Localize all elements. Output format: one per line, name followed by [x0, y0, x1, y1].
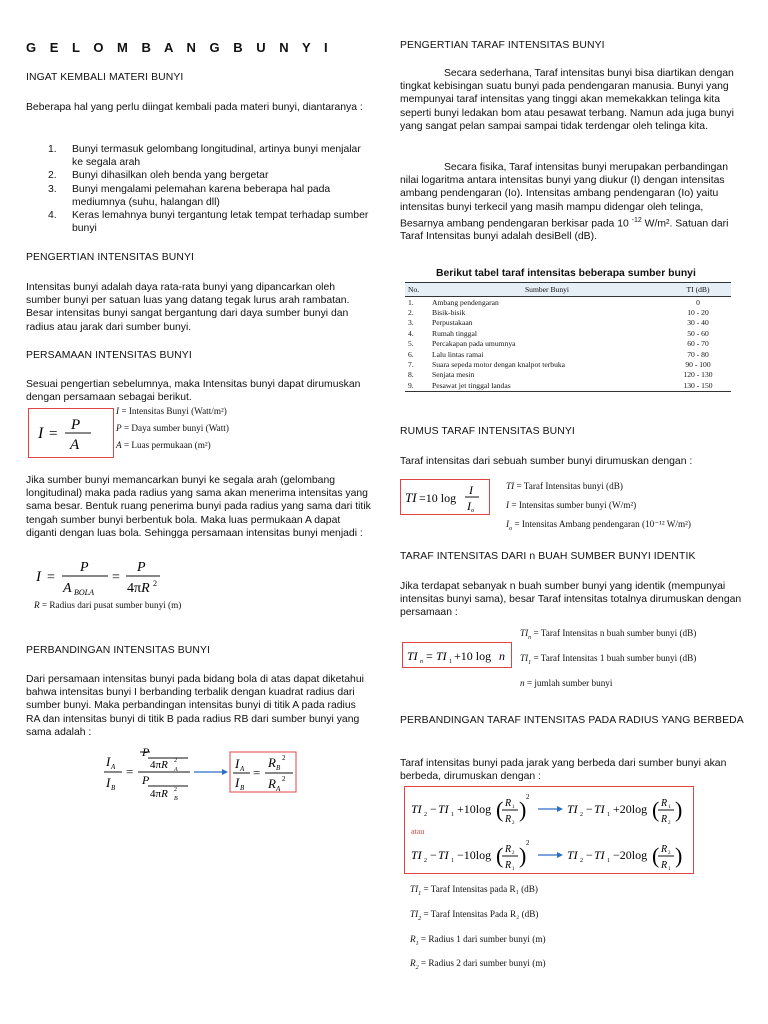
svg-text:1: 1 [668, 805, 671, 810]
table-cell: 0 [696, 297, 700, 307]
table-cell: 130 - 150 [665, 380, 731, 391]
heading-ingat-kembali: INGAT KEMBALI MATERI BUNYI [26, 72, 184, 83]
heading-pengertian-taraf: PENGERTIAN TARAF INTENSITAS BUNYI [400, 40, 605, 51]
svg-text:2: 2 [668, 851, 671, 856]
table-cell: 60 - 70 [687, 339, 709, 349]
heading-persamaan-intensitas: PERSAMAAN INTENSITAS BUNYI [26, 350, 192, 361]
svg-text:(: ( [496, 797, 504, 822]
svg-text:R: R [268, 755, 276, 770]
svg-text:TI: TI [411, 848, 422, 862]
pengertian-taraf-p2: Secara fisika, Taraf intensitas bunyi merupakan perbandingan nilai logaritma antara intensitas bunyi yang diukur (I) dengan intensitas ambang pendengaran (Io). Intensitas ambang pendengaran (Io) yaitu intensitas bunyi terkecil yang masih mampu didengar oleh telinga, Besarnya ambang pendengaran berkisar pada 10 $^{-12}$ W/m². Satuan dari Taraf Intensitas bunyi adalah desiBell (dB). [400, 162, 729, 243]
table-cell: 30 - 40 [687, 318, 709, 328]
heading-pengertian-intensitas: PENGERTIAN INTENSITAS BUNYI [26, 252, 195, 263]
svg-text:=: = [426, 649, 433, 663]
svg-text:R: R [505, 814, 512, 825]
list-item: 1. Bunyi termasuk gelombang longitudinal, artinya bunyi menjalar ke segala arah [48, 144, 361, 169]
svg-text:R: R [505, 844, 512, 855]
svg-text:R: R [661, 844, 668, 855]
svg-text:2: 2 [580, 858, 583, 864]
svg-text:1: 1 [512, 805, 515, 810]
svg-text:R: R [661, 814, 668, 825]
table-cell: 1. [408, 297, 414, 307]
formula-tin-box [402, 642, 512, 668]
table-caption: Berikut tabel taraf intensitas beberapa sumber bunyi [436, 268, 696, 279]
heading-rumus-taraf: RUMUS TARAF INTENSITAS BUNYI [400, 426, 575, 437]
table-cell: 120 - 130 [683, 370, 713, 380]
svg-text:2: 2 [174, 758, 177, 764]
list-item: 3. Bunyi mengalami pelemahan karena beberapa hal pada mediumnya (suhu, halangan dll) [48, 183, 331, 208]
list-item: 2. Bunyi dihasilkan oleh benda yang bergetar [48, 170, 269, 182]
svg-text:1: 1 [607, 812, 610, 818]
svg-text:(: ( [496, 843, 504, 868]
svg-text:P: P [137, 560, 146, 575]
svg-text:2: 2 [282, 754, 286, 762]
table-cell: Lalu lintas ramai [432, 349, 484, 359]
table-cell: 90 - 100 [685, 359, 711, 369]
svg-text:1: 1 [668, 867, 671, 872]
svg-text:4πR: 4πR [150, 759, 168, 771]
svg-text:2: 2 [424, 812, 427, 818]
table-row [405, 307, 731, 317]
table-row [405, 370, 731, 380]
bola-explanation-text: Jika sumber bunyi memancarkan bunyi ke segala arah (gelombang longitudinal) maka pada radius yang sama akan menerima intensitas yang sama besar. Bentuk ruang penerima bunyi pada radius yang sama dari titik tengah sumber bunyi berbentuk bola. Maka luas permukaan A dapat diganti dengan luas bola. Sehingga persamaan intensitas bunyi menjadi : [26, 475, 371, 539]
svg-text:R: R [661, 798, 668, 809]
table-cell: 4. [408, 328, 414, 338]
svg-text:+20log: +20log [613, 802, 648, 816]
formula-i-equals-p-over-a [29, 409, 113, 457]
svg-text:R: R [661, 860, 668, 871]
formula-ti-box [400, 479, 490, 515]
svg-text:−20log: −20log [613, 848, 648, 862]
svg-text:2: 2 [424, 858, 427, 864]
rumus-taraf-text: Taraf intensitas dari sebuah sumber bunyi dirumuskan dengan : [400, 456, 693, 467]
svg-text:2: 2 [512, 821, 515, 826]
table-cell: Rumah tinggal [432, 328, 477, 338]
svg-text:TI: TI [411, 802, 422, 816]
formula-tin-equals [403, 643, 511, 667]
formula-radius-box [404, 786, 694, 874]
svg-text:A: A [63, 581, 72, 596]
persamaan-intensitas-text: Sesuai pengertian sebelumnya, maka Intensitas bunyi dapat dirumuskan dengan persamaan sebagai berikut. [26, 379, 361, 404]
table-cell: 70 - 80 [687, 349, 709, 359]
svg-text:): ) [519, 797, 527, 822]
svg-text:−: − [430, 802, 437, 816]
table-cell: Ambang pendengaran [432, 297, 499, 307]
svg-text:=10 log: =10 log [419, 491, 457, 505]
svg-text:A: A [70, 437, 80, 453]
svg-text:2: 2 [174, 787, 177, 793]
svg-text:I: I [106, 775, 111, 790]
table-cell: Bisik-bisik [432, 307, 466, 317]
table-cell: 9. [405, 380, 429, 391]
svg-text:=: = [47, 570, 55, 585]
taraf-intensitas-table [405, 282, 731, 392]
svg-text:1: 1 [607, 858, 610, 864]
svg-text:I: I [38, 425, 44, 442]
table-cell: 2. [408, 307, 414, 317]
svg-text:2: 2 [668, 821, 671, 826]
svg-text:1: 1 [451, 812, 454, 818]
svg-text:(: ( [652, 797, 660, 822]
formula-ti-equals-10log [401, 480, 489, 514]
svg-text:B: B [276, 764, 281, 772]
svg-text:): ) [675, 797, 683, 822]
svg-text:+10log: +10log [457, 802, 492, 816]
n-sumber-text: Jika terdapat sebanyak n buah sumber bunyi yang identik (mempunyai intensitas bunyi sama), besar Taraf intensitas totalnya dirumuskan dengan persamaan : [400, 581, 742, 619]
table-cell: 3. [408, 318, 414, 328]
svg-text:I: I [106, 754, 111, 769]
formula-intensitas-legend: I = Intensitas Bunyi (Watt/m²) P = Daya sumber bunyi (Watt) A = Luas permukaan (m²) [116, 406, 229, 450]
table-row [405, 359, 731, 369]
table-header: TI (dB) [665, 283, 731, 297]
svg-text:TI: TI [567, 802, 578, 816]
svg-text:TI: TI [438, 848, 449, 862]
svg-text:2: 2 [282, 775, 286, 783]
svg-text:4πR: 4πR [150, 788, 168, 800]
table-header: Sumber Bunyi [429, 283, 665, 297]
table-row [405, 328, 731, 338]
table-cell: Pesawat jet tinggal landas [429, 380, 665, 391]
formula-perbandingan-intensitas [104, 742, 304, 800]
svg-text:2: 2 [512, 851, 515, 856]
svg-text:BOLA: BOLA [74, 588, 94, 597]
svg-text:TI: TI [407, 649, 418, 663]
formula-ti-radius [405, 787, 693, 873]
svg-text:TI: TI [405, 490, 417, 505]
svg-text:−: − [586, 848, 593, 862]
formula-intensitas-bola [34, 556, 164, 600]
formula-radius-legend: $TI_1$ = Taraf Intensitas pada R₁ (dB) $TI_2$ = Taraf Intensitas Pada R₂ (dB) $R_1$ = Radius 1 dari sumber bunyi (m) $R_2$ = Radius 2 dari sumber bunyi (m) [410, 884, 546, 972]
svg-text:=: = [126, 764, 134, 779]
svg-text:P: P [71, 417, 81, 433]
intro-paragraph: Beberapa hal yang perlu diingat kembali pada materi bunyi, diantaranya : [26, 102, 363, 113]
svg-text:P: P [142, 745, 150, 759]
table-cell: Percakapan pada umumnya [432, 339, 516, 349]
svg-text:−10log: −10log [457, 848, 492, 862]
svg-text:TI: TI [594, 802, 605, 816]
table-row [405, 297, 731, 308]
materi-list [26, 143, 371, 235]
svg-text:TI: TI [567, 848, 578, 862]
svg-text:R: R [505, 860, 512, 871]
table-cell: 6. [408, 349, 414, 359]
list-item: 4. Keras lemahnya bunyi tergantung letak tempat terhadap sumber bunyi [48, 210, 369, 235]
svg-text:1: 1 [449, 659, 452, 665]
table-header: No. [405, 283, 429, 297]
perbandingan-taraf-text: Taraf intensitas bunyi pada jarak yang berbeda dari sumber bunyi akan berbeda, dirumuskan dengan : [400, 758, 727, 783]
svg-text:o: o [471, 508, 474, 514]
svg-text:A: A [174, 767, 178, 773]
table-cell: 50 - 60 [687, 328, 709, 338]
table-row [405, 349, 731, 359]
formula-bola-legend: R = Radius dari pusat sumber bunyi (m) [34, 600, 182, 610]
svg-text:I: I [467, 499, 471, 513]
atau-label: atau [411, 827, 425, 836]
svg-text:): ) [675, 843, 683, 868]
formula-ti-legend: TI = Taraf Intensitas bunyi (dB) I = Intensitas sumber bunyi (W/m²) $I_o$ = Intensitas Ambang pendengaran (10⁻¹² W/m²) [506, 481, 691, 532]
table-cell: Perpustakaan [432, 318, 473, 328]
svg-text:I: I [469, 483, 473, 497]
svg-text:1: 1 [512, 867, 515, 872]
table-cell: Suara sepeda motor dengan knalpot terbuka [432, 359, 566, 369]
svg-text:2: 2 [580, 812, 583, 818]
table-cell: Senjata mesin [432, 370, 475, 380]
table-cell: 10 - 20 [687, 307, 709, 317]
svg-text:=: = [253, 765, 261, 780]
svg-text:TI: TI [594, 848, 605, 862]
svg-text:B: B [240, 784, 245, 792]
table-cell: 5. [408, 339, 414, 349]
svg-text:B: B [111, 784, 116, 792]
svg-text:P: P [142, 773, 150, 787]
pengertian-taraf-p1: Secara sederhana, Taraf intensitas bunyi bisa diartikan dengan tingkat kebisingan suatu bunyi pada pendengaran manusia. Bunyi yang mempunyai taraf intensitas yang tinggi akan memekakkan telinga kita seperti bunyi ledakan bom atau pesawat terbang. Namun ada juga bunyi yang sangat pelan sampai sampai tidak terdengar oleh telinga kita. [400, 68, 734, 132]
svg-text:=: = [49, 426, 58, 442]
svg-text:1: 1 [451, 858, 454, 864]
svg-text:A: A [276, 785, 281, 793]
table-row [405, 380, 731, 391]
svg-text:TI: TI [438, 802, 449, 816]
svg-text:=: = [112, 570, 120, 585]
svg-text:2: 2 [526, 839, 530, 847]
svg-text:I: I [36, 569, 41, 585]
svg-text:R: R [505, 798, 512, 809]
svg-text:−: − [586, 802, 593, 816]
svg-text:2: 2 [526, 793, 530, 801]
pengertian-intensitas-text: Intensitas bunyi adalah daya rata-rata bunyi yang dipancarkan oleh sumber bunyi per satuan luas yang datang tegak lurus arah rambatan. Besar intensitas bunyi sangat bergantung dari daya sumber bunyi dan radius atau jarak dari sumber bunyi. [26, 282, 350, 333]
svg-text:TI: TI [436, 649, 447, 663]
svg-text:+10 log: +10 log [454, 649, 492, 663]
svg-text:n: n [499, 649, 505, 663]
svg-text:I: I [235, 756, 240, 771]
svg-text:−: − [430, 848, 437, 862]
svg-text:): ) [519, 843, 527, 868]
svg-text:(: ( [652, 843, 660, 868]
svg-text:A: A [111, 763, 116, 771]
perbandingan-intensitas-text: Dari persamaan intensitas bunyi pada bidang bola di atas dapat diketahui bahwa intensitas bunyi I berbanding terbalik dengan kuadrat radius dari sumber bunyi. Maka perbandingan intensitas bunyi di titik A pada radius RA dan intensitas bunyi di titik B pada radius RB dari sumber bunyi yang sama adalah : [26, 674, 364, 738]
svg-text:I: I [235, 775, 240, 790]
table-row [405, 339, 731, 349]
page-title: G E L O M B A N G B U N Y I [26, 40, 333, 55]
heading-perbandingan-intensitas: PERBANDINGAN INTENSITAS BUNYI [26, 645, 210, 656]
formula-tin-legend: $TI_n$ = Taraf Intensitas n buah sumber bunyi (dB) $TI_1$ = Taraf Intensitas 1 buah sumber bunyi (dB) n = jumlah sumber bunyi [520, 628, 697, 688]
table-cell: 7. [408, 359, 414, 369]
table-cell: 8. [408, 370, 414, 380]
heading-perbandingan-taraf: PERBANDINGAN TARAF INTENSITAS PADA RADIUS YANG BERBEDA [400, 715, 744, 726]
svg-text:P: P [80, 560, 89, 575]
heading-n-sumber: TARAF INTENSITAS DARI n BUAH SUMBER BUNYI IDENTIK [400, 551, 696, 562]
table-row [405, 318, 731, 328]
svg-text:n: n [420, 659, 423, 665]
svg-text:A: A [240, 765, 245, 773]
svg-text:2: 2 [153, 579, 157, 588]
formula-intensitas-box [28, 408, 114, 458]
svg-text:B: B [174, 796, 178, 800]
svg-text:R: R [268, 776, 276, 791]
svg-text:4πR: 4πR [127, 581, 150, 596]
